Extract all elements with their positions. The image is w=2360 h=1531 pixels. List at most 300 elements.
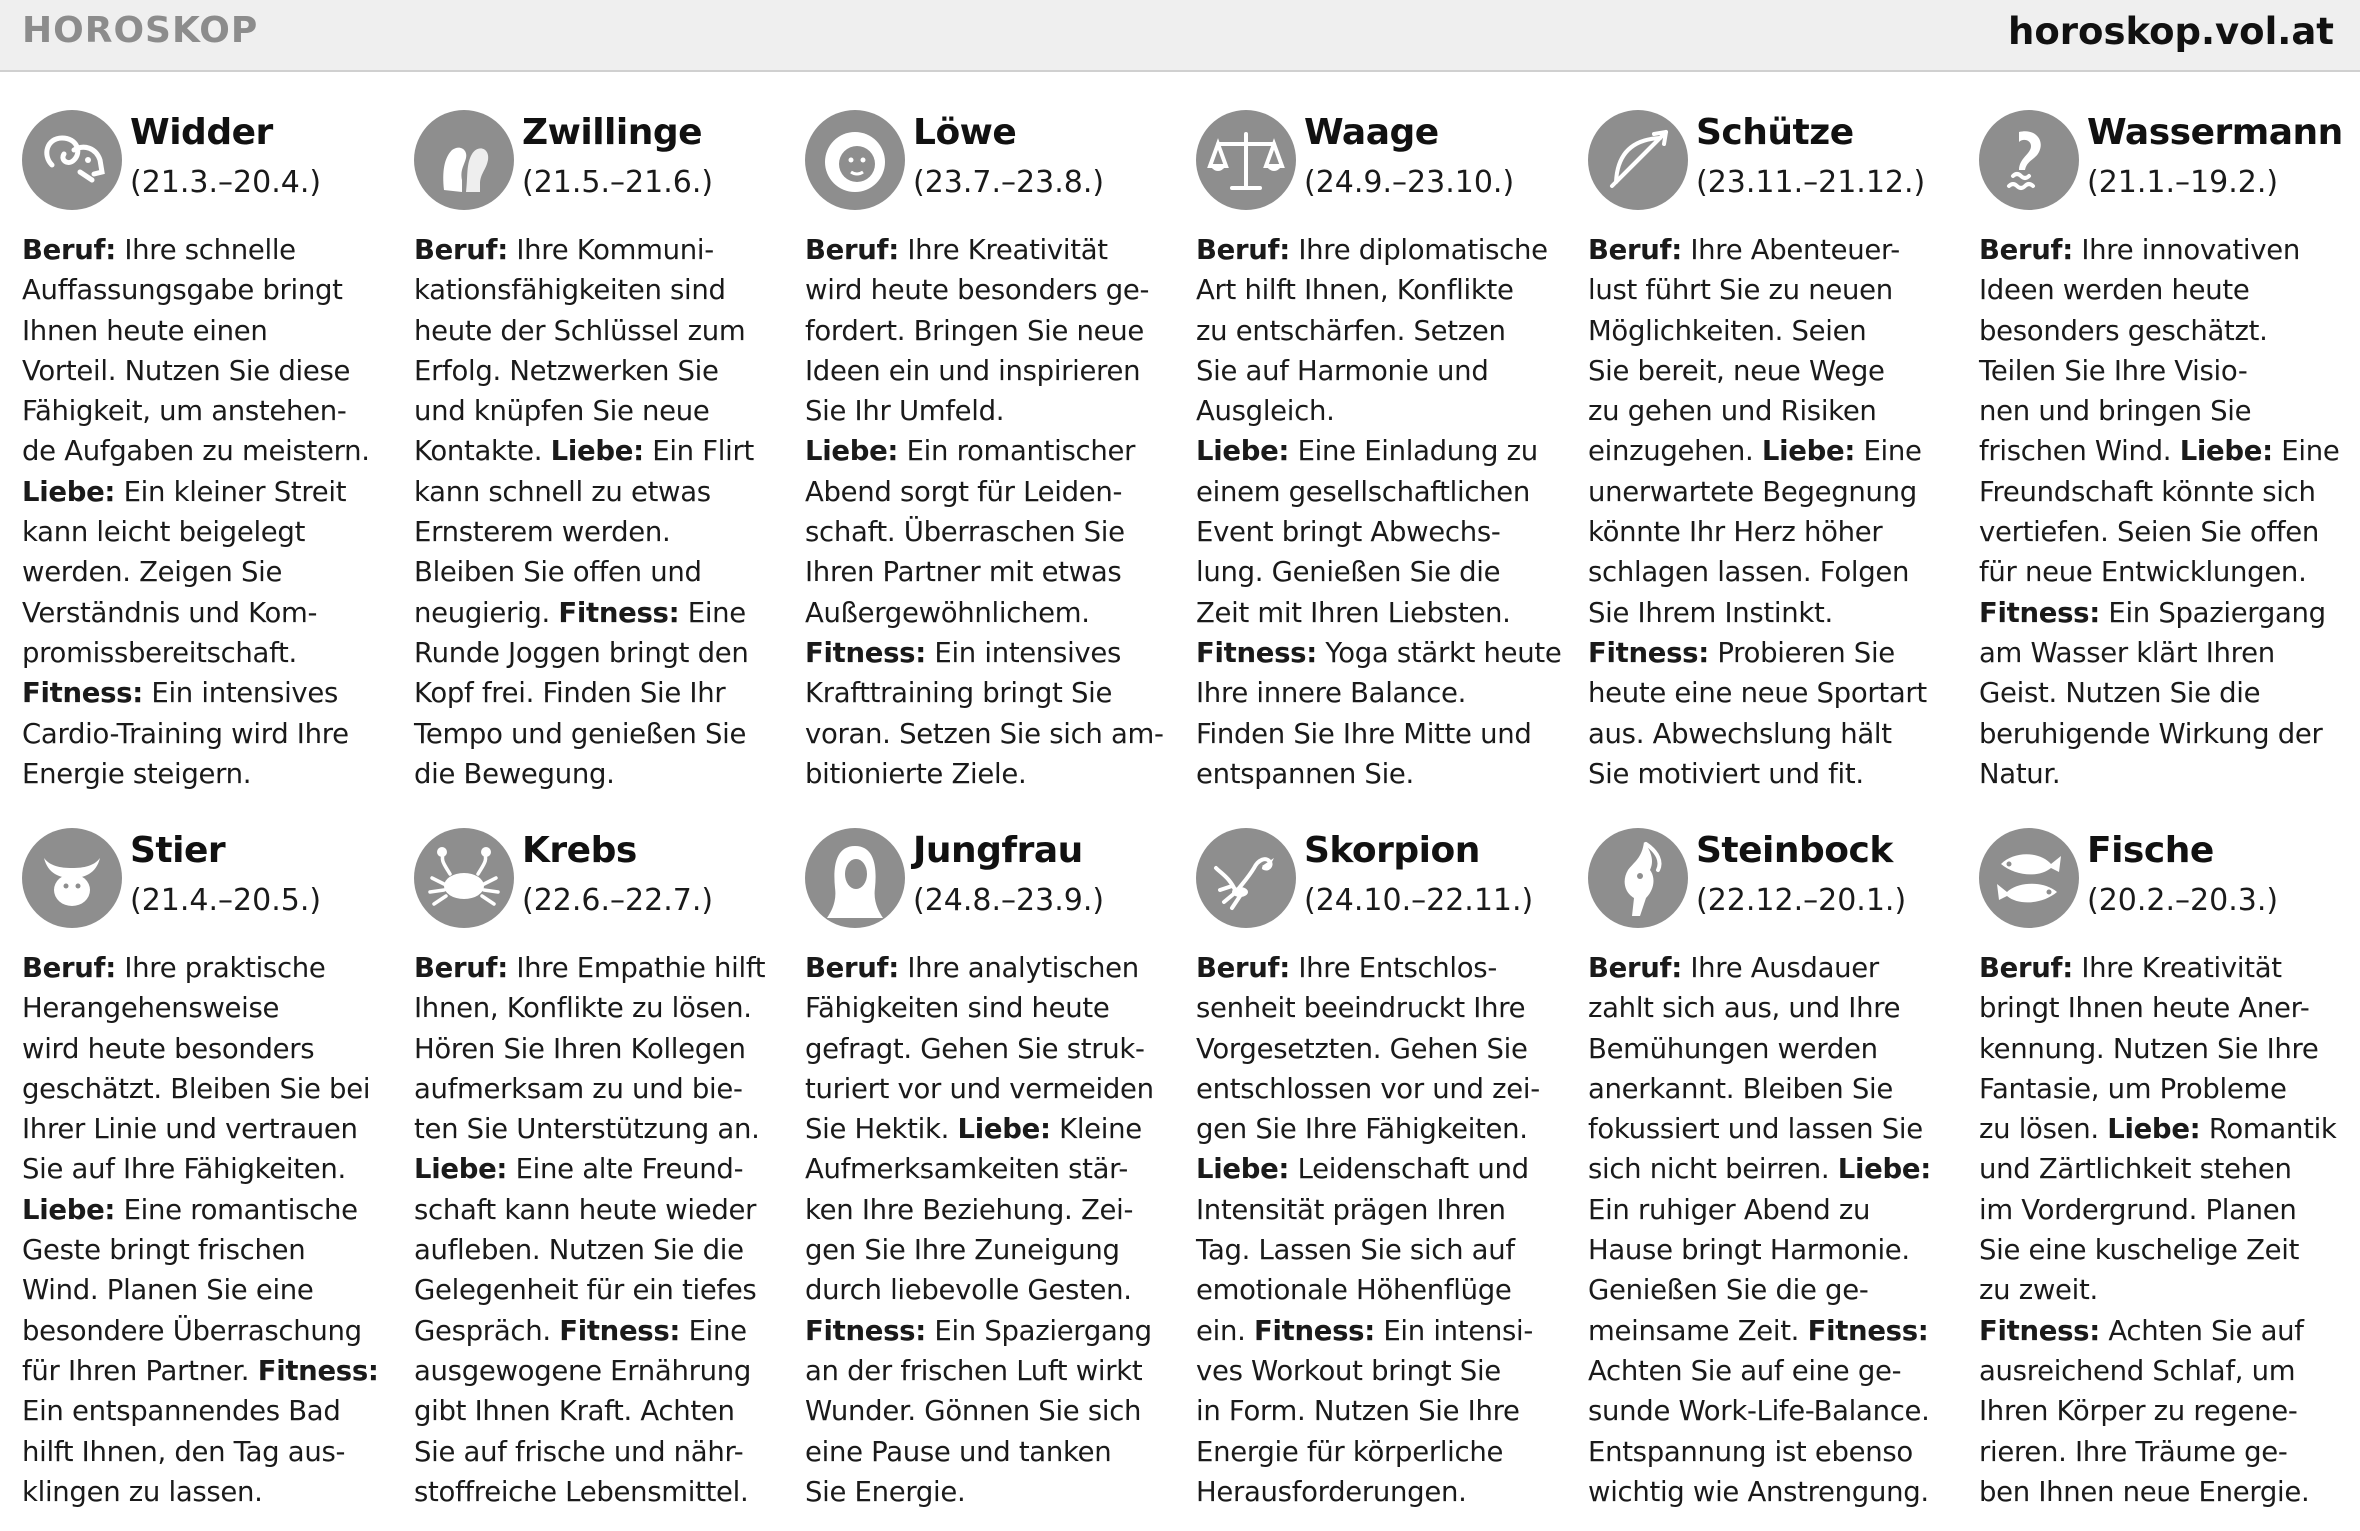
text-run: Ausgleich. [1196,395,1335,428]
text-line [1588,1230,1958,1270]
text-line [1588,311,1958,351]
text-run: frischen Wind. [1979,435,2180,468]
text-line [1196,1391,1566,1431]
text-line [414,1351,784,1391]
text-run: besonders geschätzt. [1979,314,2268,347]
text-run: Vorteil. Nutzen Sie diese [22,354,351,387]
text-line [1588,351,1958,391]
text-line [805,1029,1175,1069]
category-label: Fitness: [559,1314,681,1347]
text-line [805,472,1175,512]
text-run: Ihre Ausdauer [1681,952,1879,984]
sign-dates: (23.11.–21.12.) [1696,165,1926,200]
sign-jungfrau [805,828,1175,1512]
text-run: durch liebevolle Gesten. [805,1274,1132,1307]
sign-text [414,948,784,1512]
text-line [1196,552,1566,592]
text-line [805,311,1175,351]
text-line [1196,472,1566,512]
text-line [1979,1149,2349,1189]
text-run: Sie eine kuschelige Zeit [1979,1234,2300,1267]
text-run: Verständnis und Kom- [22,596,318,629]
text-line [1588,1109,1958,1149]
text-line [22,230,392,270]
category-label: Liebe: [414,1153,508,1186]
text-run: Bemühungen werden [1588,1032,1878,1065]
text-run: zahlt sich aus, und Ihre [1588,992,1901,1025]
text-line [1196,714,1566,754]
text-run: ausgewogene Ernährung [414,1354,751,1387]
category-label: Fitness: [1196,636,1317,669]
text-run: die Bewegung. [414,757,615,790]
text-run: Ihre innovativen [2072,234,2300,266]
text-line [1588,714,1958,754]
text-line [22,1109,392,1149]
text-line [1979,311,2349,351]
sign-text [1588,948,1958,1512]
text-line [1979,1311,2349,1351]
sign-zwillinge [414,110,784,794]
text-run: Möglichkeiten. Seien [1588,314,1867,347]
text-run: Achten Sie auf eine ge- [1588,1354,1902,1387]
text-run: Romantik [2200,1113,2337,1146]
text-run: lung. Genießen Sie die [1196,556,1501,589]
text-line [22,1230,392,1270]
text-line [1979,1109,2349,1149]
text-line [805,552,1175,592]
text-run: wichtig wie Anstrengung. [1588,1475,1929,1508]
sign-text [1196,948,1566,1512]
text-run: im Vordergrund. Planen [1979,1193,2297,1226]
text-line [1196,512,1566,552]
text-line [1588,1351,1958,1391]
text-line [805,1311,1175,1351]
text-run: Sie Ihrem Instinkt. [1588,596,1833,629]
text-run: am Wasser klärt Ihren [1979,636,2275,669]
category-label: Beruf: [1979,952,2073,984]
text-run: Ein ruhiger Abend zu [1588,1193,1871,1226]
text-line [22,1472,392,1512]
text-run: heute der Schlüssel zum [414,314,746,347]
text-line [414,552,784,592]
text-line [22,1351,392,1391]
text-run: Ihre diplomatische [1289,234,1548,266]
text-run: Eine [679,596,746,629]
text-line [1196,593,1566,633]
text-line [22,1270,392,1310]
text-run: und Zärtlichkeit stehen [1979,1153,2292,1186]
text-run: Bleiben Sie offen und [414,556,702,589]
text-run: gibt Ihnen Kraft. Achten [414,1395,735,1428]
text-line [22,391,392,431]
text-run: Tempo und genießen Sie [414,717,747,750]
text-run: anerkannt. Bleiben Sie [1588,1072,1893,1105]
text-line [1979,431,2349,471]
bull-icon [22,828,122,928]
text-run: Sie motiviert und fit. [1588,757,1864,790]
text-run: kationsfähigkeiten sind [414,274,726,307]
text-run: könnte Ihr Herz höher [1588,516,1883,549]
sign-name: Waage [1304,112,1439,153]
text-line [1979,633,2349,673]
sign-dates: (24.9.–23.10.) [1304,165,1515,200]
sign-loewe [805,110,1175,794]
capricorn-icon [1588,828,1688,928]
text-line [414,270,784,310]
text-run: Eine romantische [115,1193,358,1226]
text-line [1979,1069,2349,1109]
text-line [414,1391,784,1431]
text-run: besondere Überraschung [22,1314,362,1347]
text-run: Ein Spaziergang [2099,596,2326,629]
sign-dates: (21.3.–20.4.) [130,165,322,200]
category-label: Liebe: [1761,435,1856,468]
category-label: Liebe: [1196,1153,1290,1186]
text-run: Ein Spaziergang [925,1314,1152,1347]
text-run: ausreichend Schlaf, um [1979,1354,2296,1387]
text-run: aufmerksam zu und bie- [414,1072,743,1105]
category-label: Liebe: [2179,435,2273,468]
category-label: Fitness: [558,596,680,629]
text-run: gen Sie Ihre Fähigkeiten. [1196,1113,1528,1146]
text-line [805,988,1175,1028]
text-run: Kopf frei. Finden Sie Ihr [414,677,726,710]
text-run: promissbereitschaft. [22,636,297,669]
text-line [22,1391,392,1431]
text-line [1196,311,1566,351]
text-line [1979,1391,2349,1431]
sign-name: Jungfrau [913,830,1083,871]
text-line [1196,1432,1566,1472]
ram-icon [22,110,122,210]
sign-krebs [414,828,784,1512]
text-run: vertiefen. Seien Sie offen [1979,516,2319,549]
text-run: zu gehen und Risiken [1588,395,1877,428]
text-run: Ideen ein und inspirieren [805,354,1141,387]
text-run: ten Sie Unterstützung an. [414,1113,760,1146]
sign-text [22,230,392,794]
text-line [1588,512,1958,552]
sign-text [1588,230,1958,794]
sign-text [22,948,392,1512]
text-run: aus. Abwechslung hält [1588,717,1892,750]
sign-text [805,948,1175,1512]
text-line [1979,754,2349,794]
text-run: Ihre Empathie hilft [507,952,766,984]
text-run: für Ihren Partner. [22,1354,258,1387]
text-line [414,311,784,351]
text-line [414,431,784,471]
sign-name: Löwe [913,112,1017,153]
text-line [22,431,392,471]
text-run: ves Workout bringt Sie [1196,1354,1501,1387]
text-run: Energie steigern. [22,757,252,790]
text-line [1588,633,1958,673]
text-line [1588,673,1958,713]
text-run: Ihre Kommuni- [507,234,714,266]
text-line [1588,948,1958,988]
text-run: voran. Setzen Sie sich am- [805,717,1164,750]
text-run: gefragt. Gehen Sie struk- [805,1032,1145,1065]
text-line [1588,1472,1958,1512]
text-run: Eine [2272,435,2340,468]
sign-text [805,230,1175,794]
text-line [805,1432,1175,1472]
text-run: Abend sorgt für Leiden- [805,475,1123,508]
sign-dates: (24.10.–22.11.) [1304,883,1534,918]
text-run: schaft kann heute wieder [414,1193,757,1226]
text-line [414,633,784,673]
text-run: zu zweit. [1979,1274,2098,1307]
text-line [22,552,392,592]
text-line [414,1230,784,1270]
sign-dates: (22.12.–20.1.) [1696,883,1907,918]
sign-dates: (24.8.–23.9.) [913,883,1105,918]
text-line [1196,351,1566,391]
category-label: Beruf: [22,234,116,266]
text-run: Ein intensives [925,636,1122,669]
text-line [1196,431,1566,471]
category-label: Beruf: [1588,952,1682,984]
text-run: Kleine [1050,1113,1142,1146]
text-line [22,472,392,512]
text-run: Zeit mit Ihren Liebsten. [1196,596,1511,629]
text-line [1588,1029,1958,1069]
text-line [22,754,392,794]
text-run: Ihnen, Konflikte zu lösen. [414,992,752,1025]
text-line [1588,1391,1958,1431]
twins-icon [414,110,514,210]
text-run: Wunder. Gönnen Sie sich [805,1395,1142,1428]
text-run: Ein intensi- [1374,1314,1534,1347]
text-line [22,1149,392,1189]
text-line [1979,714,2349,754]
sign-name: Schütze [1696,112,1854,153]
text-line [1979,988,2349,1028]
sign-text [1196,230,1566,794]
text-line [1196,1109,1566,1149]
text-run: gen Sie Ihre Zuneigung [805,1234,1120,1267]
text-line [1979,552,2349,592]
text-line [414,391,784,431]
scorpion-icon [1196,828,1296,928]
text-line [805,230,1175,270]
text-run: an der frischen Luft wirkt [805,1354,1143,1387]
sign-steinbock [1588,828,1958,1512]
text-line [1196,633,1566,673]
text-run: werden. Zeigen Sie [22,556,283,589]
text-run: Runde Joggen bringt den [414,636,749,669]
text-line [805,1190,1175,1230]
text-line [805,593,1175,633]
text-run: Intensität prägen Ihren [1196,1193,1506,1226]
text-run: Eine [680,1314,747,1347]
scales-icon [1196,110,1296,210]
text-run: Eine [1855,435,1922,468]
text-line [1588,270,1958,310]
category-label: Beruf: [1196,234,1290,266]
text-line [805,754,1175,794]
text-run: Aufmerksamkeiten stär- [805,1153,1129,1186]
text-run: hilft Ihnen, den Tag aus- [22,1435,346,1468]
text-line [414,1270,784,1310]
text-line [1588,1190,1958,1230]
text-run: kennung. Nutzen Sie Ihre [1979,1032,2319,1065]
text-line [414,593,784,633]
text-line [1979,1472,2349,1512]
sign-waage [1196,110,1566,794]
text-run: Probieren Sie [1708,636,1895,669]
text-line [805,431,1175,471]
text-line [805,351,1175,391]
text-run: lust führt Sie zu neuen [1588,274,1893,307]
text-run: bringt Ihnen heute Aner- [1979,992,2310,1025]
text-line [1979,230,2349,270]
text-line [22,351,392,391]
text-line [1196,1190,1566,1230]
sign-dates: (22.6.–22.7.) [522,883,714,918]
text-run: rieren. Ihre Träume ge- [1979,1435,2288,1468]
text-run: kann schnell zu etwas [414,475,711,508]
text-run: Fähigkeiten sind heute [805,992,1110,1025]
crab-icon [414,828,514,928]
text-run: Ideen werden heute [1979,274,2250,307]
text-run: Auffassungsgabe bringt [22,274,343,307]
text-line [1196,948,1566,988]
text-line [1979,1230,2349,1270]
text-run: ben Ihnen neue Energie. [1979,1475,2310,1508]
text-line [414,1432,784,1472]
text-run: Sie auf Ihre Fähigkeiten. [22,1153,346,1186]
text-line [805,633,1175,673]
text-run: Sie auf frische und nähr- [414,1435,744,1468]
text-line [805,1069,1175,1109]
text-line [1979,1190,2349,1230]
text-run: entschlossen vor und zei- [1196,1072,1540,1105]
text-run: Achten Sie auf [2099,1314,2304,1347]
text-run: Geste bringt frischen [22,1234,306,1267]
text-run: zu entschärfen. Setzen [1196,314,1506,347]
text-line [1588,431,1958,471]
text-line [1979,351,2349,391]
text-run: Eine alte Freund- [507,1153,744,1186]
text-run: Ihnen heute einen [22,314,268,347]
sign-name: Widder [130,112,273,153]
text-line [22,1311,392,1351]
text-line [22,270,392,310]
text-line [414,1109,784,1149]
category-label: Fitness: [1588,636,1709,669]
text-run: nen und bringen Sie [1979,395,2252,428]
text-run: Natur. [1979,757,2061,790]
text-line [805,1472,1175,1512]
text-run: neugierig. [414,596,559,629]
text-run: Fähigkeit, um anstehen- [22,395,347,428]
category-label: Beruf: [22,952,116,984]
sign-dates: (20.2.–20.3.) [2087,883,2279,918]
text-run: ken Ihre Beziehung. Zei- [805,1193,1134,1226]
text-run: stoffreiche Lebensmittel. [414,1475,749,1508]
text-line [414,1069,784,1109]
text-line [414,472,784,512]
text-run: Außergewöhnlichem. [805,596,1090,629]
text-line [805,1109,1175,1149]
sign-wassermann [1979,110,2349,794]
text-line [414,988,784,1028]
text-run: Ihre innere Balance. [1196,677,1467,710]
text-run: Ein kleiner Streit [115,475,347,508]
text-line [414,714,784,754]
text-run: Wind. Planen Sie eine [22,1274,314,1307]
text-run: Cardio-Training wird Ihre [22,717,349,750]
text-line [22,633,392,673]
text-run: Herangehensweise [22,992,280,1025]
text-run: Ein Flirt [643,435,754,468]
sign-name: Stier [130,830,226,871]
site-url: horoskop.vol.at [2008,10,2334,53]
text-line [1588,230,1958,270]
text-line [414,230,784,270]
text-run: Ihre Abenteuer- [1681,234,1900,266]
category-label: Liebe: [1837,1153,1931,1186]
sign-schuetze [1588,110,1958,794]
text-run: Ihre praktische [115,952,326,984]
sign-name: Krebs [522,830,637,871]
sign-fische [1979,828,2349,1512]
text-line [414,1149,784,1189]
text-line [1196,391,1566,431]
category-label: Liebe: [1196,435,1290,468]
text-run: Energie für körperliche [1196,1435,1504,1468]
text-line [1979,270,2349,310]
text-run: Sie Energie. [805,1475,966,1508]
text-run: in Form. Nutzen Sie Ihre [1196,1395,1520,1428]
fish-icon [1979,828,2079,928]
water-bearer-icon [1979,110,2079,210]
text-line [805,714,1175,754]
section-title: HOROSKOP [22,10,259,51]
category-label: Beruf: [1196,952,1290,984]
category-label: Liebe: [22,475,116,508]
text-line [22,1069,392,1109]
text-run: Fantasie, um Probleme [1979,1072,2287,1105]
category-label: Fitness: [1979,596,2100,629]
text-line [1196,1270,1566,1310]
text-line [414,351,784,391]
text-line [22,714,392,754]
category-label: Liebe: [550,435,644,468]
category-label: Liebe: [2107,1113,2201,1146]
text-run: einem gesellschaftlichen [1196,475,1531,508]
text-run: Freundschaft könnte sich [1979,475,2316,508]
text-run: Ein intensives [142,677,339,710]
text-run: Krafttraining bringt Sie [805,677,1113,710]
text-run: zu lösen. [1979,1113,2108,1146]
text-run: bitionierte Ziele. [805,757,1027,790]
text-run: kann leicht beigelegt [22,516,306,549]
text-line [22,1029,392,1069]
text-run: meinsame Zeit. [1588,1314,1808,1347]
text-line [1979,1029,2349,1069]
text-run: sunde Work-Life-Balance. [1588,1395,1930,1428]
text-run: Ein romantischer [898,435,1136,468]
text-line [22,988,392,1028]
header-bar [0,0,2360,72]
text-line [805,1230,1175,1270]
sign-name: Wassermann [2087,112,2343,153]
text-run: Ernsterem werden. [414,516,671,549]
text-run: Sie Ihr Umfeld. [805,395,1005,428]
